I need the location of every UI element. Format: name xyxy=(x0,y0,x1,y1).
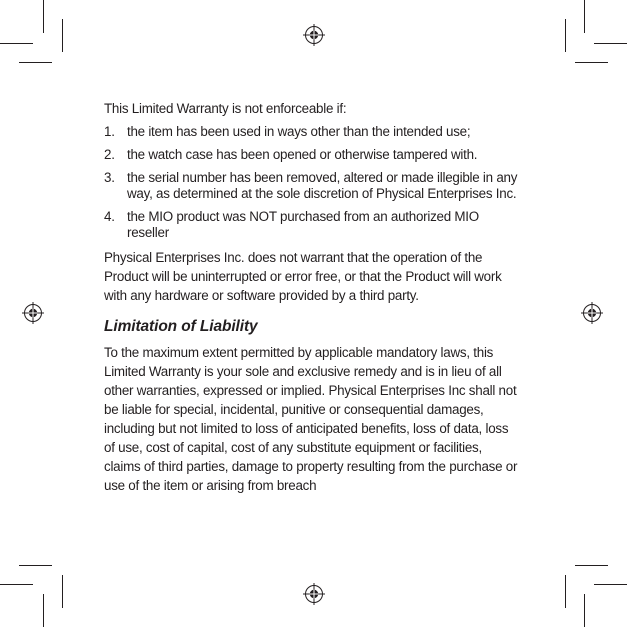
condition-list xyxy=(104,124,520,241)
crop-mark xyxy=(584,594,585,627)
crop-mark xyxy=(19,565,52,566)
registration-mark-icon xyxy=(22,302,44,324)
crop-mark xyxy=(575,565,608,566)
list-text: the item has been used in ways other than the intended use; xyxy=(127,124,471,139)
document-body xyxy=(104,99,520,495)
registration-mark-icon xyxy=(303,24,325,46)
list-item xyxy=(104,170,520,202)
intro-text: This Limited Warranty is not enforceable if: xyxy=(104,101,347,116)
crop-mark xyxy=(594,43,627,44)
list-number: 1. xyxy=(104,124,115,139)
list-text: the watch case has been opened or otherwise tampered with. xyxy=(127,147,478,162)
crop-mark xyxy=(575,62,608,63)
list-text: the serial number has been removed, altered or made illegible in any way, as determined at the sole discretion of Physical Enterprises Inc. xyxy=(127,170,518,201)
list-text: the MIO product was NOT purchased from an authorized MIO reseller xyxy=(127,209,479,240)
crop-mark xyxy=(62,19,63,52)
crop-mark xyxy=(565,575,566,608)
list-number: 4. xyxy=(104,209,115,224)
crop-mark xyxy=(43,0,44,33)
crop-mark xyxy=(594,584,627,585)
list-item xyxy=(104,124,520,140)
registration-mark-icon xyxy=(303,583,325,605)
crop-mark xyxy=(19,62,52,63)
crop-mark xyxy=(0,43,33,44)
registration-mark-icon xyxy=(581,302,603,324)
crop-mark xyxy=(565,19,566,52)
list-number: 3. xyxy=(104,170,115,185)
liability-paragraph: To the maximum extent permitted by applicable mandatory laws, this Limited Warranty is your sole and exclusive remedy and is in lieu of all other warranties, expressed or implied. Physical Enterprises Inc shall not be liable for special, incidental, punitive or consequential damages, including but not limited to loss of anticipated benefits, loss of data, loss of use, cost of capital, cost of any substitute equipment or facilities, claims of third parties, damage to property resulting from the purchase or use of the item or arising from breach xyxy=(104,345,518,493)
list-item xyxy=(104,147,520,163)
crop-mark xyxy=(62,575,63,608)
crop-mark xyxy=(43,594,44,627)
list-item xyxy=(104,209,520,241)
crop-mark xyxy=(584,0,585,33)
list-number: 2. xyxy=(104,147,115,162)
section-heading: Limitation of Liability xyxy=(104,318,258,335)
warranty-paragraph: Physical Enterprises Inc. does not warrant that the operation of the Product will be uninterrupted or error free, or that the Product will work with any hardware or software provided by a third party. xyxy=(104,250,502,303)
crop-mark xyxy=(0,584,33,585)
